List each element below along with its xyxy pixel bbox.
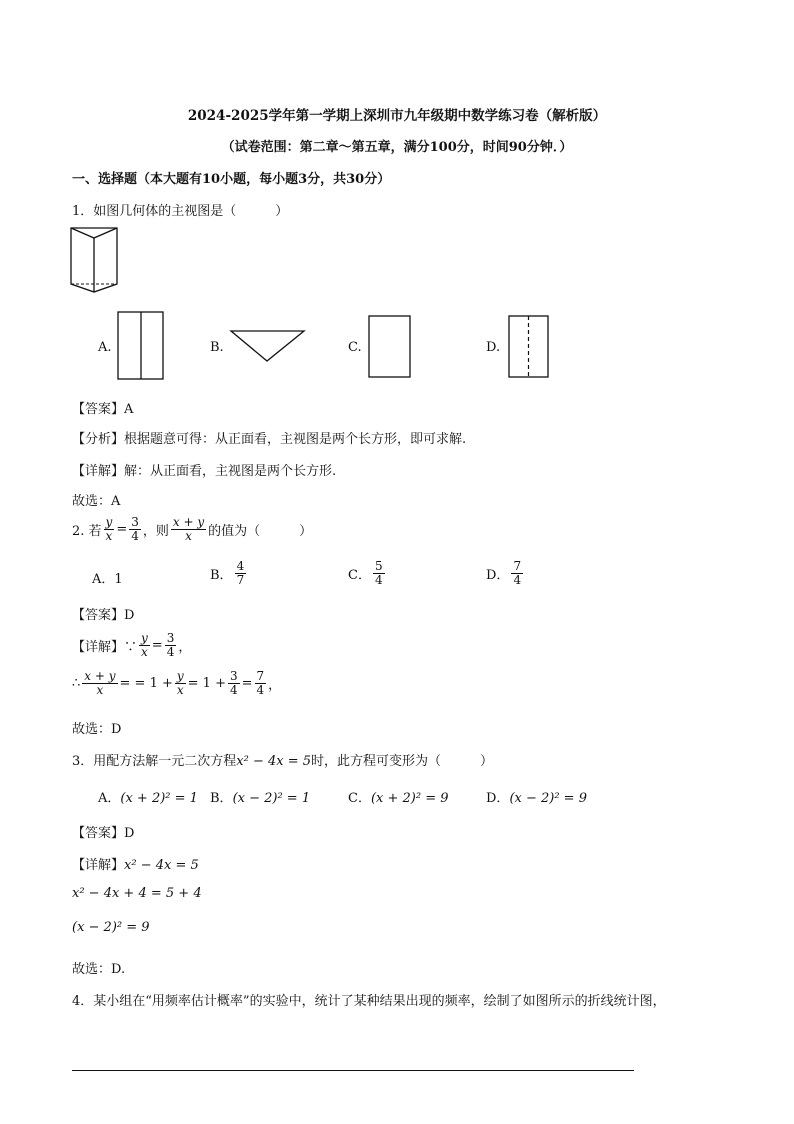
q2-answer: 【答案】D [72,608,135,623]
q3-option-d-label: D． [486,791,510,806]
page-subtitle: （试卷范围：第二章～第五章，满分100分，时间90分钟．） [221,140,573,155]
q2-cond-val-num: 3 [131,515,139,529]
q1-option-d-label[interactable]: D. [486,340,501,355]
q2-option-d-num: 7 [513,559,522,573]
q1-option-a-label[interactable]: A. [98,340,112,355]
q3-stem-eq: x² − 4x = 5 [236,754,312,769]
q2-option-d-label: D． [486,567,510,583]
q2-d2-a-num: x + y [84,669,116,683]
q2-option-c-den: 4 [374,572,383,587]
q2-d1-rnum: 3 [166,631,175,645]
q2-option-b-label: B． [210,567,233,583]
q3-option-a[interactable] [98,787,198,806]
q2-option-d-den: 4 [513,572,522,587]
q4-stem: 4．某小组在“用频率估计概率”的实验中，统计了某种结果出现的频率，绘制了如图所示的折线统计图， [72,994,666,1009]
q3-option-a-eq: (x + 2)² = 1 [120,791,198,806]
q2-d2-end: ， [268,677,282,693]
q3-stem-b: 时，此方程可变形为（ ） [311,754,494,769]
q2-option-a[interactable]: A．1 [92,572,123,587]
q3-option-c-label: C． [348,791,371,806]
q3-option-b[interactable] [210,787,310,806]
q2-d2-d-num: 7 [256,669,265,683]
q2-mid: ，则 [142,523,169,539]
q3-detail-label: 【详解】 [72,858,125,873]
q1-analysis: 【分析】根据题意可得：从正面看，主视图是两个长方形，即可求解. [72,432,467,447]
page-title: 2024-2025学年第一学期上深圳市九年级期中数学练习卷（解析版） [187,108,607,124]
q3-line1: x² − 4x = 5 [124,858,199,873]
q2-detail-line2 [72,670,281,696]
q2-d2-eq2: = 1 + [187,675,226,691]
section-heading: 一、选择题（本大题有10小题，每小题3分，共30分） [72,172,391,187]
q2-option-b-den: 7 [236,572,245,587]
q2-cond-den: x [105,528,113,543]
q3-answer: 【答案】D [72,826,135,841]
q2-d1-eq: = [151,637,163,653]
q1-option-b-label[interactable]: B. [210,340,224,355]
q2-d2-c-den: 4 [229,682,238,697]
q2-cond-num: y [105,515,113,529]
q2-d2-b-den: x [176,682,184,697]
q3-detail-line2: x² − 4x + 4 = 5 + 4 [72,886,202,901]
q2-d1-rden: 4 [166,644,175,659]
q3-option-a-label: A． [98,791,121,806]
q2-d2-c-num: 3 [229,669,238,683]
q1-answer: 【答案】A [72,402,134,417]
q3-option-c[interactable] [348,787,449,806]
q3-option-c-eq: (x + 2)² = 9 [370,791,449,806]
q2-cond-frac [104,516,115,542]
q3-detail-line1 [72,854,199,873]
q2-option-c[interactable] [348,560,387,586]
q2-option-c-num: 5 [374,559,383,573]
q3-pick: 故选：D. [72,962,126,977]
q1-detail: 【详解】解：从正面看，主视图是两个长方形. [72,464,337,479]
q1-option-c-label[interactable]: C. [348,340,362,355]
q2-expr-num: x + y [172,515,205,529]
q2-d2-eq1: = = 1 + [119,675,173,691]
q2-d2-b-num: y [176,669,184,683]
q2-option-b-num: 4 [236,559,245,573]
q2-stem: 2. 若 $\frac{y}{x}$ = $\frac{3}{4}$ ，则 $\frac{x + y}{x}$ 的值为（ ） [72,515,313,543]
q2-d1-num: y [141,631,148,645]
q2-d2-d-den: 4 [256,682,265,697]
q1-stem: 1．如图几何体的主视图是（ ） [72,204,289,219]
q2-d1-end: ， [178,639,192,655]
q2-cond-val [129,516,141,542]
q1-solid-figure [70,226,120,294]
q1-option-d-figure[interactable] [508,315,550,379]
footer-rule [72,1070,634,1071]
q2-option-b[interactable] [210,560,248,586]
q2-option-c-label: C． [348,567,371,583]
q2-d2-eq3: = [241,675,253,691]
q2-expr-frac [171,516,206,542]
q3-option-d-eq: (x − 2)² = 9 [509,791,587,806]
q2-option-d[interactable] [486,560,525,586]
q3-option-d[interactable] [486,787,587,806]
q2-pick: 故选：D [72,722,122,737]
q3-option-b-label: B． [210,791,233,806]
q2-cond-val-den: 4 [131,528,139,543]
q3-option-b-eq: (x − 2)² = 1 [232,791,311,806]
q2-detail-label: 【详解】∵ [72,639,138,655]
q2-prefix: 2. 若 [72,523,102,539]
q1-option-c-figure[interactable] [368,315,412,379]
q2-d1-den: x [141,644,148,659]
q2-expr-den: x [185,528,192,543]
q3-detail-line3: (x − 2)² = 9 [72,920,150,935]
q2-detail-line1 [72,632,191,658]
q2-suffix: 的值为（ ） [208,523,313,539]
q1-pick: 故选：A [72,494,121,509]
therefore-symbol: ∴ [72,675,81,691]
q1-option-a-figure[interactable] [117,311,165,381]
q3-stem [72,750,493,769]
q2-d2-a-den: x [96,682,104,697]
q3-stem-a: 3．用配方法解一元二次方程 [72,754,237,769]
q1-option-b-figure[interactable] [230,330,306,364]
